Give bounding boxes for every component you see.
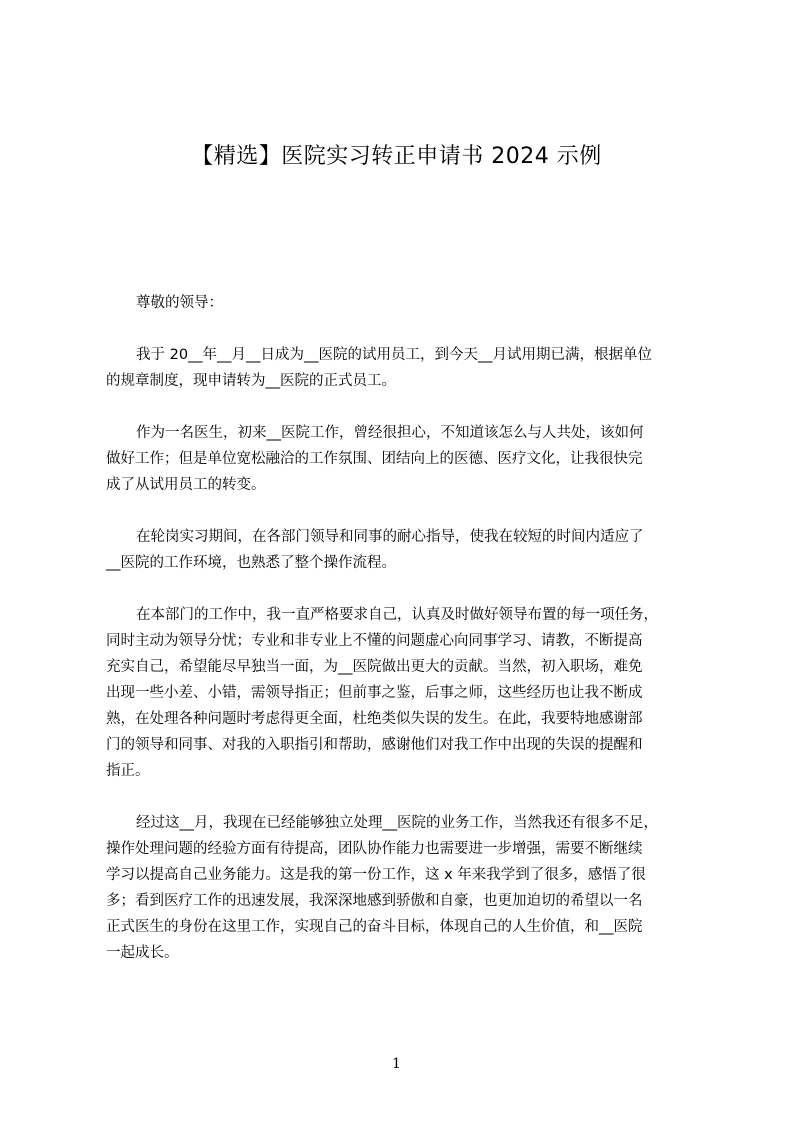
paragraph-line: 充实自己，希望能尽早独当一面，为__医院做出更大的贡献。当然，初入职场，难免 <box>106 659 643 675</box>
paragraph-line: 学习以提高自己业务能力。这是我的第一份工作，这 x 年来我学到了很多，感悟了很 <box>106 867 646 883</box>
paragraph-line: 同时主动为领导分忧；专业和非专业上不懂的问题虚心向同事学习、请教，不断提高 <box>106 633 643 649</box>
paragraph-line: 多；看到医疗工作的迅速发展，我深深地感到骄傲和自豪，也更加迫切的希望以一名 <box>106 893 643 909</box>
paragraph-line: 正式医生的身份在这里工作，实现自己的奋斗目标，体现自己的人生价值，和__医院 <box>106 919 643 935</box>
paragraph-line: 出现一些小差、小错，需领导指正；但前事之鉴，后事之师，这些经历也让我不断成 <box>106 685 643 701</box>
paragraph-line: 一起成长。 <box>106 945 179 961</box>
paragraph-line: 我于 20__年__月__日成为__医院的试用员工，到今天__月试用期已满，根据单位 <box>136 347 653 363</box>
paragraph-line: 在本部门的工作中，我一直严格要求自己，认真及时做好领导布置的每一项任务， <box>136 607 658 623</box>
page-number: 1 <box>392 1056 401 1072</box>
paragraph-line: 成了从试用员工的转变。 <box>106 477 266 493</box>
document-title: 【精选】医院实习转正申请书 2024 示例 <box>191 144 602 169</box>
paragraph-line: 熟，在处理各种问题时考虑得更全面，杜绝类似失误的发生。在此，我要特地感谢部 <box>106 711 643 727</box>
paragraph-rotation <box>106 524 706 576</box>
paragraph-line: 指正。 <box>106 763 150 779</box>
paragraph-line: 门的领导和同事、对我的入职指引和帮助，感谢他们对我工作中出现的失误的提醒和 <box>106 737 643 753</box>
paragraph-line: 作为一名医生，初来__医院工作，曾经很担心，不知道该怎么与人共处，该如何 <box>136 425 644 441</box>
paragraph-adaptation <box>106 420 706 498</box>
paragraph-line: 做好工作；但是单位宽松融洽的工作氛围、团结向上的医德、医疗文化，让我很快完 <box>106 451 643 467</box>
paragraph-line: 经过这__月，我现在已经能够独立处理__医院的业务工作，当然我还有很多不足， <box>136 815 658 831</box>
paragraph-line: 在轮岗实习期间，在各部门领导和同事的耐心指导，使我在较短的时间内适应了 <box>136 529 644 545</box>
paragraph-line: 操作处理问题的经验方面有待提高，团队协作能力也需要进一步增强，需要不断继续 <box>106 841 643 857</box>
paragraph-department-work <box>106 602 706 784</box>
paragraph-line: __医院的工作环境，也熟悉了整个操作流程。 <box>106 555 396 571</box>
salutation: 尊敬的领导： <box>136 295 223 311</box>
paragraph-summary <box>106 810 706 966</box>
paragraph-line: 的规章制度，现申请转为__医院的正式员工。 <box>106 373 396 389</box>
document-body <box>106 290 706 966</box>
paragraph-probation <box>106 342 706 394</box>
